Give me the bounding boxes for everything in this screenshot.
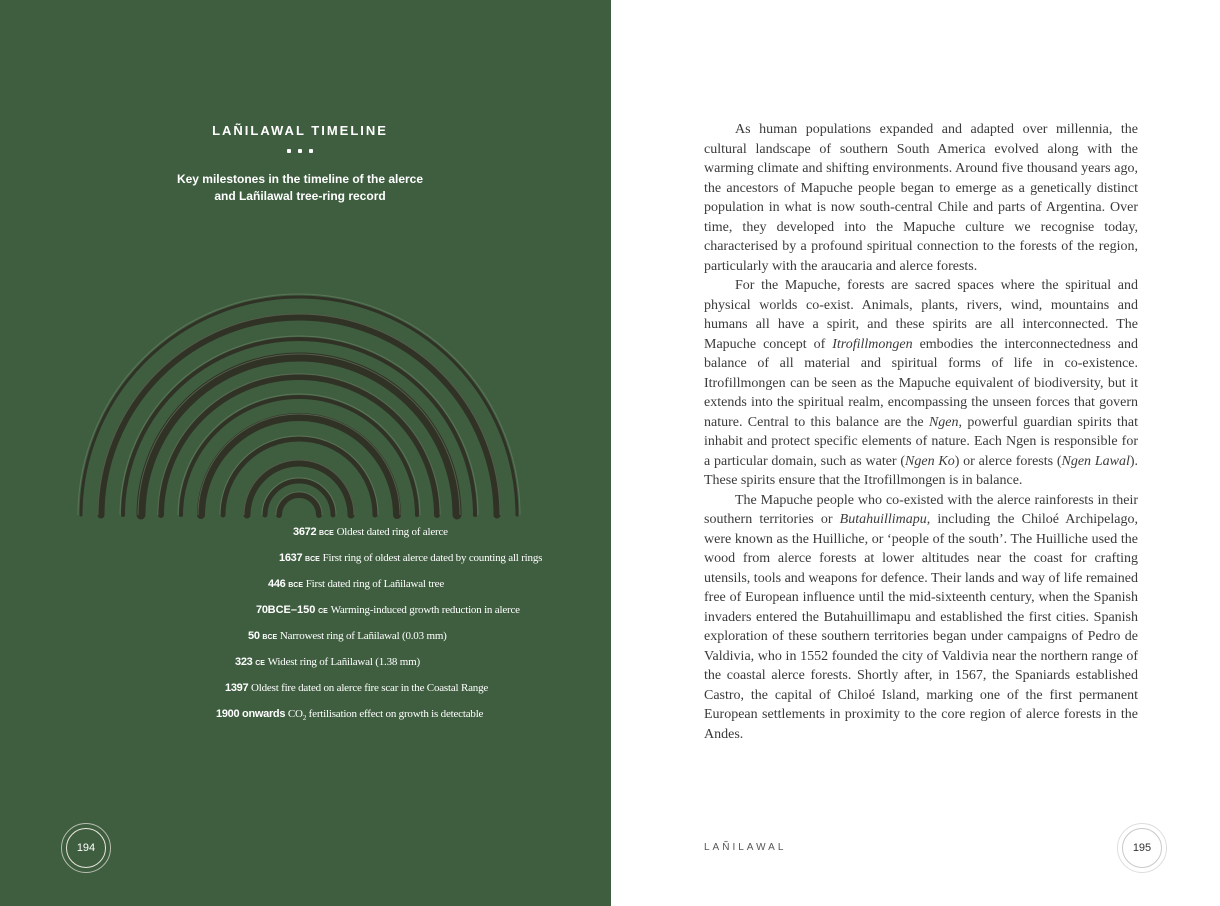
milestone-description: Oldest dated ring of alerce xyxy=(336,526,448,538)
milestone-year: 446 xyxy=(268,578,286,590)
milestone-first-ring-oldest-alerce xyxy=(279,551,542,567)
right-page xyxy=(611,0,1220,906)
milestone-era: BCE xyxy=(288,582,303,589)
milestone-year: 323 xyxy=(235,656,253,668)
paragraph-3: The Mapuche people who co-existed with the alerce rainforests in their southern territories or Butahuillimapu, including the Chiloé Archipelago, were known as the Huilliche, or ‘people of the south’. The Huilliche used the wood from alerce forests at lower altitudes near the coast for crafting utensils, tools and weapons for defence. Their lands and way of life remained free of European influence until the mid-sixteenth century, when the Spanish invaders entered the Butahuillimapu and established the first cities. Spanish exploration of these southern territories began under campaigns of Pedro de Valdivia, who in 1552 founded the city of Valdivia near the northern range of the coastal alerce forests. Shortly after, in 1567, the Spaniards established Castro, the capital of Chiloé Island, marking one of the first permanent European settlements in proximity to the core region of alerce forests in the Andes. xyxy=(704,492,1138,742)
paragraph-1: As human populations expanded and adapted over millennia, the cultural landscape of southern South America evolved along with the warming climate and shifting environments. Around five thousand years ago, the ancestors of Mapuche people began to emerge as a genetically distinct population in what is now south-central Chile and parts of Argentina. Over time, they developed into the Mapuche culture we recognise today, characterised by a profound spiritual connection to the forests of the region, particularly with the araucaria and alerce forests. xyxy=(704,122,1138,274)
milestone-warming-growth-reduction xyxy=(256,603,520,619)
paragraph-2: For the Mapuche, forests are sacred spaces where the spiritual and physical worlds co-exist. Animals, plants, rivers, wind, mountains and humans all have a spirit, and these spirits are all interconnected. The Mapuche concept of Itrofillmongen embodies the interconnectedness and balance of all material and spiritual forms of life in co-existence. Itrofillmongen can be seen as the Mapuche equivalent of biodiversity, but it extends into the spiritual realm, encompassing the unseen forces that govern nature. Central to this balance are the Ngen, powerful guardian spirits that inhabit and protect specific elements of nature. Each Ngen is responsible for a particular domain, such as water (Ngen Ko) or alerce forests (Ngen Lawal). These spirits ensure that the Itrofillmongen is in balance. xyxy=(704,278,1139,488)
milestone-era: BCE xyxy=(262,634,278,641)
tree-ring-arc xyxy=(123,339,475,515)
milestone-description: Narrowest ring of Lañilawal (0.03 mm) xyxy=(279,630,447,642)
milestone-era: CE xyxy=(255,660,265,667)
running-head: LAÑILAWAL xyxy=(704,842,787,853)
milestone-year: 1397 xyxy=(225,682,249,694)
milestone-description: First dated ring of Lañilawal tree xyxy=(305,578,445,590)
page-number-left: 194 xyxy=(66,828,106,868)
milestone-description: $CO_2$ fertilisation effect on growth is detectable xyxy=(287,708,484,723)
milestone-era: BCE xyxy=(319,530,334,537)
body-text xyxy=(704,120,1138,744)
tree-ring-halo xyxy=(244,460,354,515)
milestone-era: BCE xyxy=(305,556,320,563)
milestone-year: 50 xyxy=(248,630,260,642)
page-number-right: 195 xyxy=(1122,828,1162,868)
milestone-oldest-alerce-ring xyxy=(293,525,448,541)
milestone-oldest-fire-scar xyxy=(225,681,488,695)
subtitle-line-1: Key milestones in the timeline of the alerce xyxy=(176,172,424,186)
subtitle-line-2: and Lañilawal tree-ring record xyxy=(214,189,386,203)
milestone-description: Warming-induced growth reduction in alerce xyxy=(330,604,520,616)
milestone-description: Oldest fire dated on alerce fire scar in the Coastal Range xyxy=(251,682,489,694)
tree-ring-arc xyxy=(279,495,319,515)
milestone-year: 70 xyxy=(256,604,268,616)
milestone-description: Widest ring of Lañilawal (1.38 mm) xyxy=(267,656,420,668)
milestone-year: 1900 onwards xyxy=(216,708,286,720)
timeline-title: LAÑILAWAL TIMELINE xyxy=(212,123,388,138)
tree-ring-halo xyxy=(220,436,378,515)
milestone-year: 3672 xyxy=(293,526,317,538)
milestone-first-lanilawal-ring xyxy=(268,577,444,593)
milestone-era-end: CE xyxy=(318,608,328,615)
milestone-description: First ring of oldest alerce dated by counting all rings xyxy=(322,552,543,564)
milestone-year: 1637 xyxy=(279,552,303,564)
milestone-widest-ring xyxy=(235,655,420,671)
milestone-co2-fertilisation xyxy=(216,707,483,725)
milestone-era: BCE–150 xyxy=(267,604,316,616)
milestone-narrowest-ring xyxy=(248,629,447,645)
